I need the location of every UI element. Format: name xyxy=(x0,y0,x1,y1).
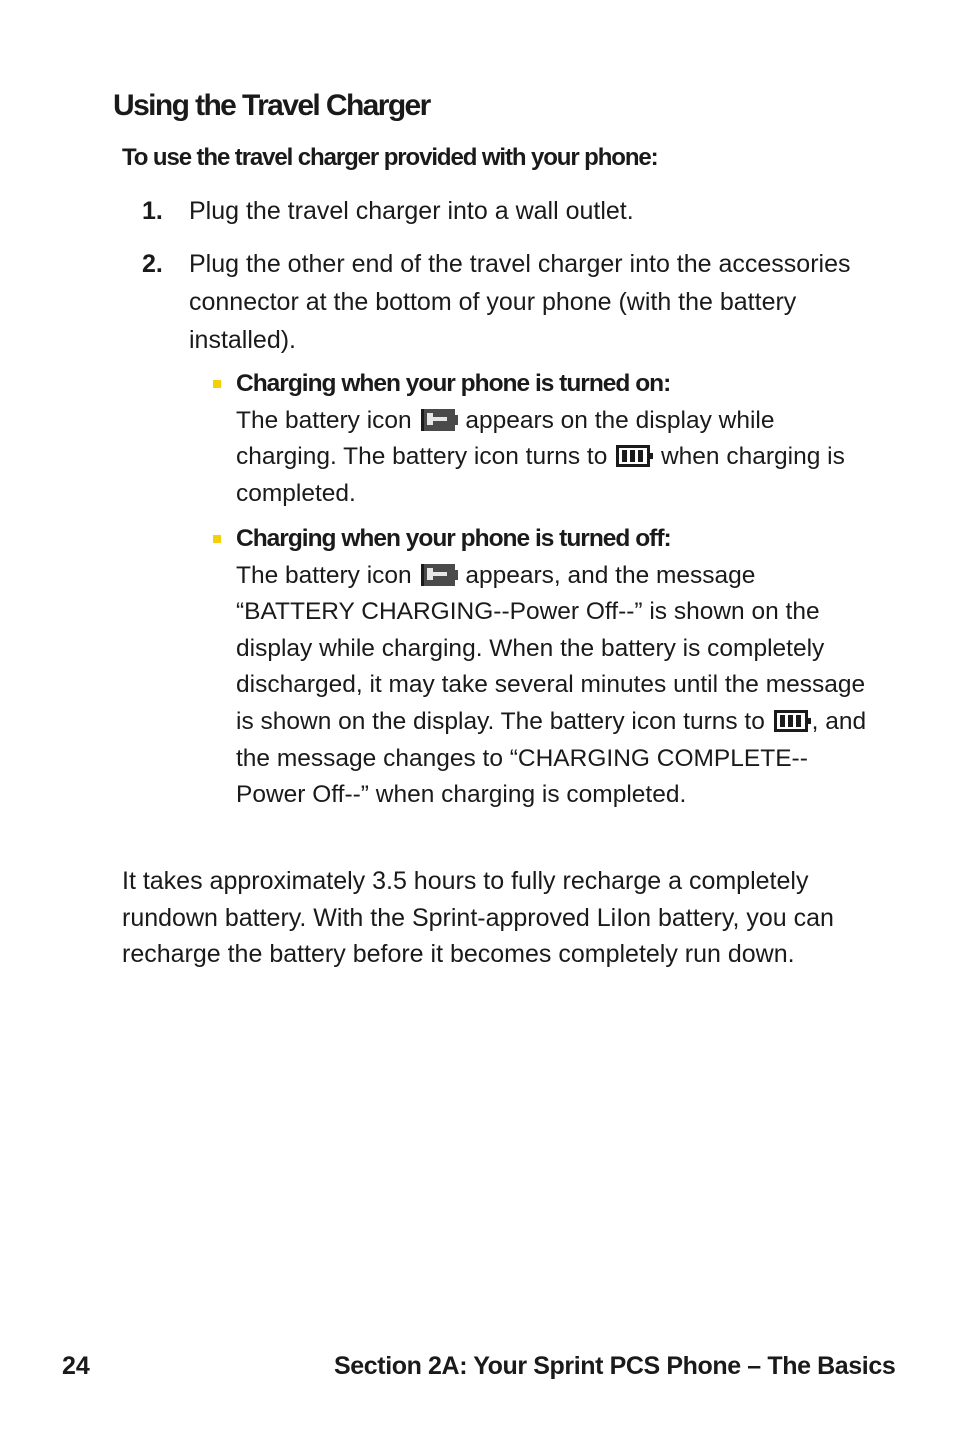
step-number: 2. xyxy=(142,250,163,278)
bullet-text: The battery icon xyxy=(236,561,412,589)
battery-charging-icon xyxy=(421,564,455,586)
battery-charging-icon xyxy=(421,409,455,431)
bullet-text: appears on the display while charging. The battery icon turns to xyxy=(236,406,775,471)
instruction-lead: To use the travel charger provided with your phone: xyxy=(122,144,658,171)
bullet-charging-off xyxy=(236,521,876,814)
bullet-title: Charging when your phone is turned off: xyxy=(236,525,671,552)
bullet-text: when charging is completed. xyxy=(236,443,845,507)
closing-paragraph: It takes approximately 3.5 hours to fully recharge a completely rundown battery. With the Sprint-approved LiIon battery, you can recharge the battery before it becomes completely run down. xyxy=(122,867,834,969)
step-text: Plug the travel charger into a wall outlet. xyxy=(189,197,634,225)
section-footer: Section 2A: Your Sprint PCS Phone – The Basics xyxy=(334,1352,896,1380)
step-number: 1. xyxy=(142,197,163,225)
battery-full-icon xyxy=(774,710,808,732)
step-text: Plug the other end of the travel charger into the accessories connector at the bottom of your phone (with the battery installed). xyxy=(189,250,851,354)
bullet-square-icon xyxy=(213,380,221,388)
bullet-text: , and the message changes to “CHARGING COMPLETE--Power Off--” when charging is completed. xyxy=(236,707,867,809)
section-heading: Using the Travel Charger xyxy=(113,89,430,122)
bullet-text: appears, and the message “BATTERY CHARGING--Power Off--” is shown on the display while charging. When the battery is completely discharged, it may take several minutes until the message is shown on the display. The battery icon turns to xyxy=(236,561,866,735)
battery-full-icon xyxy=(616,445,650,467)
bullet-title: Charging when your phone is turned on: xyxy=(236,370,671,397)
bullet-square-icon xyxy=(213,535,221,543)
bullet-charging-on xyxy=(236,366,876,512)
page-number: 24 xyxy=(62,1352,90,1380)
bullet-text: The battery icon xyxy=(236,406,412,434)
